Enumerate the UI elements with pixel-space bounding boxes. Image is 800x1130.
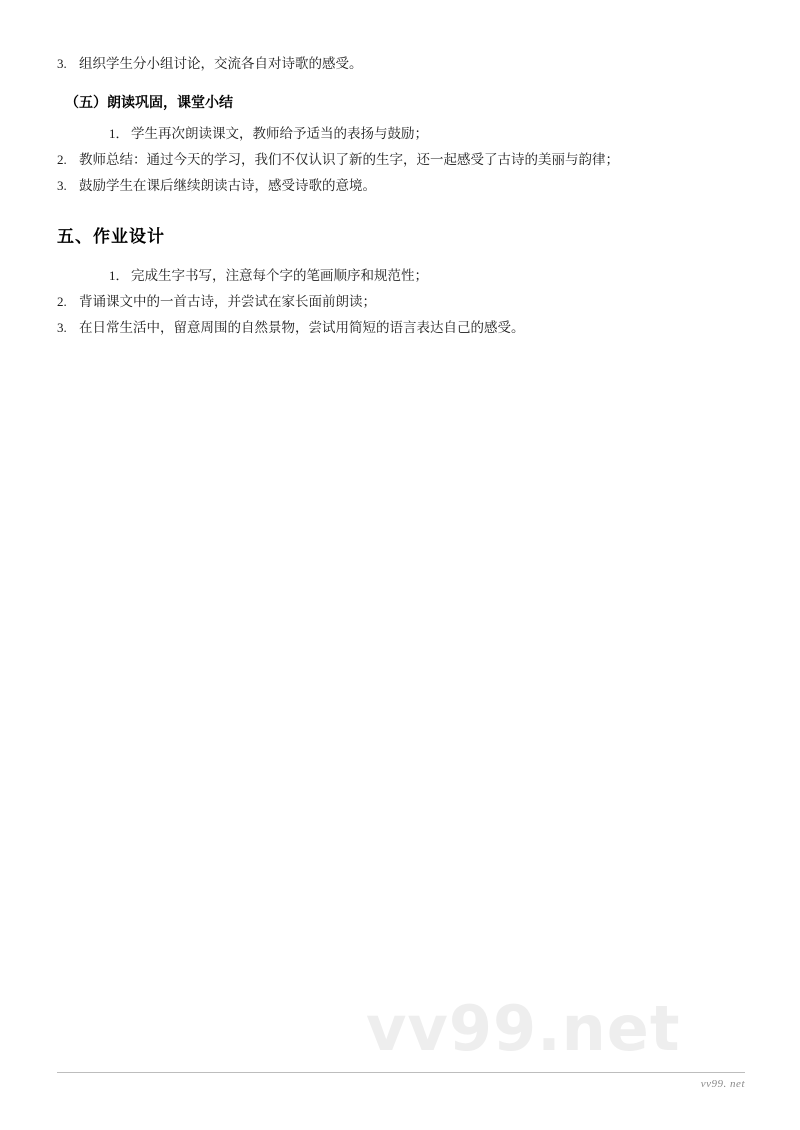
list-item — [57, 264, 747, 288]
list-item — [57, 290, 747, 314]
list-item-text: 组织学生分小组讨论，交流各自对诗歌的感受。 — [79, 56, 363, 72]
footer-divider — [57, 1072, 745, 1073]
footer-site-label: vv99. net — [700, 1078, 745, 1090]
list-item-number: 3. — [57, 56, 67, 71]
subsection-heading: （五）朗读巩固，课堂小结 — [65, 95, 233, 111]
document-body — [57, 52, 747, 342]
list-item-number: 1． — [109, 268, 129, 283]
spacer — [57, 78, 747, 90]
list-item — [57, 316, 747, 340]
list-item — [57, 174, 747, 198]
list-item-text: 在日常生活中，留意周围的自然景物，尝试用简短的语言表达自己的感受。 — [79, 320, 525, 336]
spacer — [57, 252, 747, 264]
list-item — [57, 148, 747, 172]
list-item-text: 背诵课文中的一首古诗，并尝试在家长面前朗读； — [79, 294, 376, 310]
list-item-number: 3. — [57, 320, 67, 335]
watermark: vv99.net — [366, 992, 681, 1065]
list-item-text: 教师总结：通过今天的学习，我们不仅认识了新的生字，还一起感受了古诗的美丽与韵律； — [79, 152, 619, 168]
list-item-text: 完成生字书写，注意每个字的笔画顺序和规范性； — [131, 268, 428, 284]
list-item — [57, 122, 747, 146]
list-item-text: 学生再次朗读课文，教师给予适当的表扬与鼓励； — [131, 126, 428, 142]
list-item-text: 鼓励学生在课后继续朗读古诗，感受诗歌的意境。 — [79, 178, 376, 194]
list-item-number: 3. — [57, 178, 67, 193]
section-heading: 五、作业设计 — [57, 227, 165, 247]
list-item-number: 2. — [57, 152, 67, 167]
list-item-number: 2. — [57, 294, 67, 309]
list-item-number: 1． — [109, 126, 129, 141]
list-item — [57, 52, 747, 76]
spacer — [57, 200, 747, 222]
